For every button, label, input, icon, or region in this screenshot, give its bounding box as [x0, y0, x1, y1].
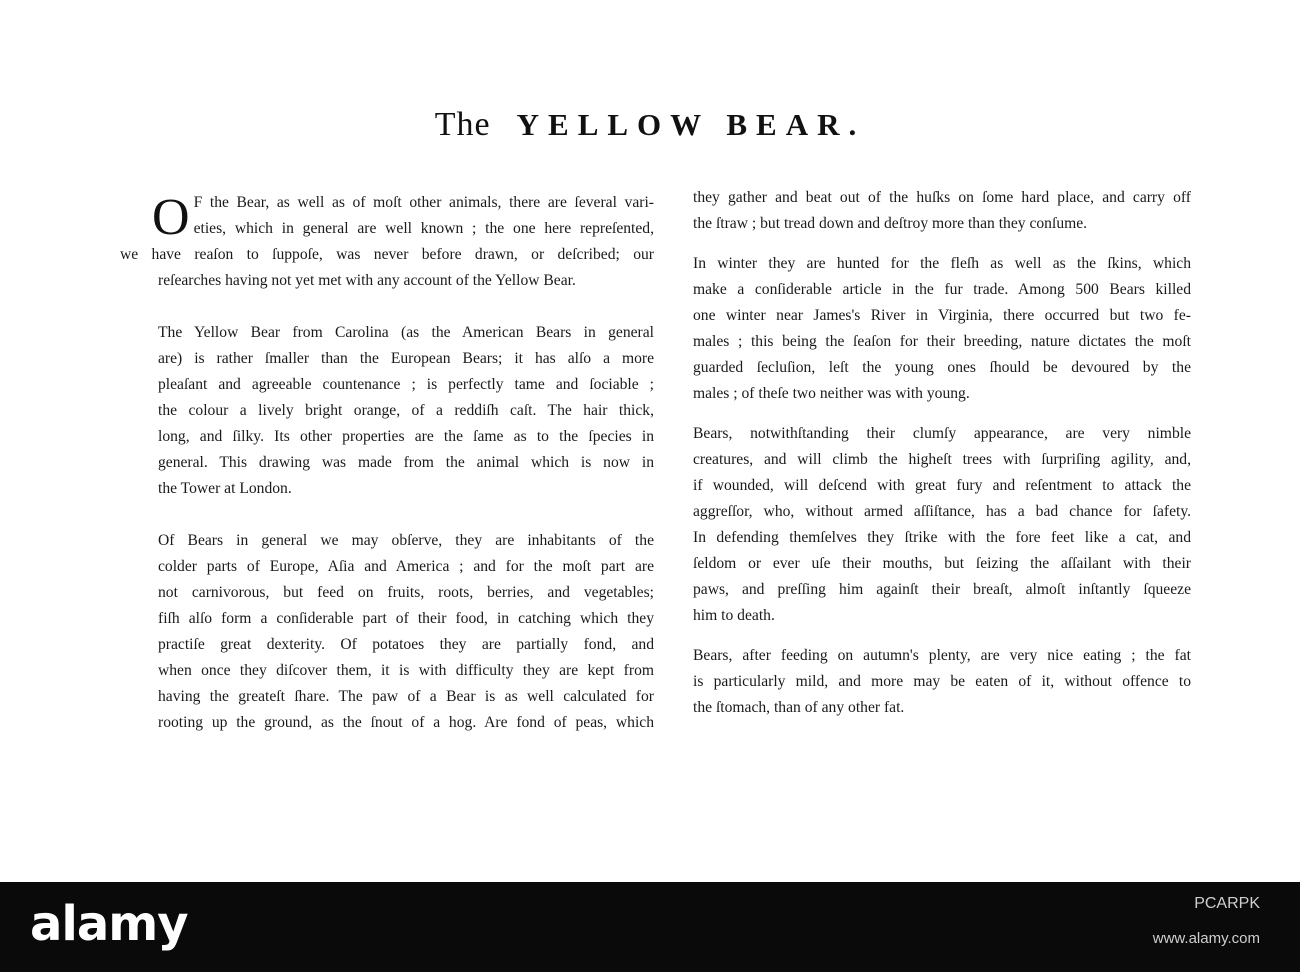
- text-line: they gather and beat out of the huſks on ſome hard place, and carry off: [693, 189, 1191, 206]
- text-line: The Yellow Bear from Carolina (as the American Bears in general: [158, 324, 654, 341]
- text-line: Bears, notwithſtanding their clumſy appearance, are very nimble: [693, 425, 1191, 442]
- text-line: In winter they are hunted for the fleſh as well as the ſkins, which: [693, 255, 1191, 272]
- text-line: general. This drawing was made from the animal which is now in: [158, 454, 654, 471]
- drop-cap: O: [152, 189, 190, 246]
- text-line: long, and ſilky. Its other properties are the ſame as to the ſpecies in: [158, 428, 654, 445]
- text-line: one winter near James's River in Virginia, there occurred but two fe-: [693, 307, 1191, 324]
- text-line: paws, and preſſing him againſt their breaſt, almoſt inſtantly ſqueeze: [693, 581, 1191, 598]
- text-line: the ſtraw ; but tread down and deſtroy more than they conſume.: [693, 215, 1088, 232]
- paragraph-bears-general: [158, 528, 654, 736]
- text-line: we have reaſon to ſuppoſe, was never before drawn, or deſcribed; our: [120, 246, 654, 263]
- text-line: fiſh alſo form a conſiderable part of their food, in catching which they: [158, 610, 654, 627]
- text-line: having the greateſt ſhare. The paw of a Bear is as well calculated for: [158, 688, 654, 705]
- paragraph-intro: [120, 189, 654, 268]
- text-line: him to death.: [693, 607, 775, 624]
- brand-logo: alamy: [30, 896, 188, 952]
- text-line: colder parts of Europe, Aſia and America ; and for the moſt part are: [158, 558, 654, 575]
- text-line: aggreſſor, who, without armed aſſiſtance, has a bad chance for ſafety.: [693, 503, 1191, 520]
- text-line: rooting up the ground, as the ſnout of a hog. Are fond of peas, which: [158, 714, 654, 731]
- text-line: eties, which in general are well known ; the one here repreſented,: [193, 220, 654, 237]
- paragraph-eating: [693, 643, 1191, 721]
- text-line: the ſtomach, than of any other fat.: [693, 699, 905, 716]
- text-line: if wounded, will deſcend with great fury and reſentment to attack the: [693, 477, 1191, 494]
- text-line: guarded ſecluſion, leſt the young ones ſhould be devoured by the: [693, 359, 1191, 376]
- paragraph-intro-end: [158, 268, 654, 294]
- paragraph-winter-hunting: [693, 251, 1191, 407]
- text-line: make a conſiderable article in the fur trade. Among 500 Bears killed: [693, 281, 1191, 298]
- text-line: creatures, and will climb the higheſt trees with ſurpriſing agility, and,: [693, 451, 1191, 468]
- text-line: is particularly mild, and more may be eaten of it, without offence to: [693, 673, 1191, 690]
- stock-url: www.alamy.com: [1152, 930, 1260, 947]
- stock-id: PCARPK: [1194, 895, 1260, 912]
- title-main: YELLOW BEAR.: [516, 107, 866, 142]
- text-line: Bears, after feeding on autumn's plenty, are very nice eating ; the fat: [693, 647, 1191, 664]
- page-title: [0, 106, 1300, 144]
- text-line: F the Bear, as well as of moſt other animals, there are ſeveral vari-: [193, 194, 654, 211]
- text-line: are) is rather ſmaller than the European Bears; it has alſo a more: [158, 350, 654, 367]
- text-line: the colour a lively bright orange, of a reddiſh caſt. The hair thick,: [158, 402, 654, 419]
- paragraph-yellow-bear: [158, 320, 654, 502]
- left-column: [120, 189, 654, 736]
- text-line: when once they diſcover them, it is with difficulty they are kept from: [158, 662, 654, 679]
- text-line: practiſe great dexterity. Of potatoes they are partially fond, and: [158, 636, 654, 653]
- text-line: males ; this being the ſeaſon for their breeding, nature dictates the moſt: [693, 333, 1191, 350]
- text-line: Of Bears in general we may obſerve, they are inhabitants of the: [158, 532, 654, 549]
- watermark-footer: [0, 882, 1300, 972]
- text-line: ſeldom or ever uſe their mouths, but ſeizing the aſſailant with their: [693, 555, 1191, 572]
- text-line: reſearches having not yet met with any account of the Yellow Bear.: [158, 272, 576, 289]
- paragraph-continuation: [693, 185, 1191, 237]
- right-column: [693, 185, 1191, 721]
- text-line: males ; of theſe two neither was with young.: [693, 385, 970, 402]
- text-line: not carnivorous, but feed on fruits, roots, berries, and vegetables;: [158, 584, 654, 601]
- paragraph-nimble-creatures: [693, 421, 1191, 629]
- text-line: pleaſant and agreeable countenance ; is perfectly tame and ſociable ;: [158, 376, 654, 393]
- text-line: In defending themſelves they ſtrike with the fore feet like a cat, and: [693, 529, 1191, 546]
- text-line: the Tower at London.: [158, 480, 292, 497]
- title-article: The: [434, 106, 491, 143]
